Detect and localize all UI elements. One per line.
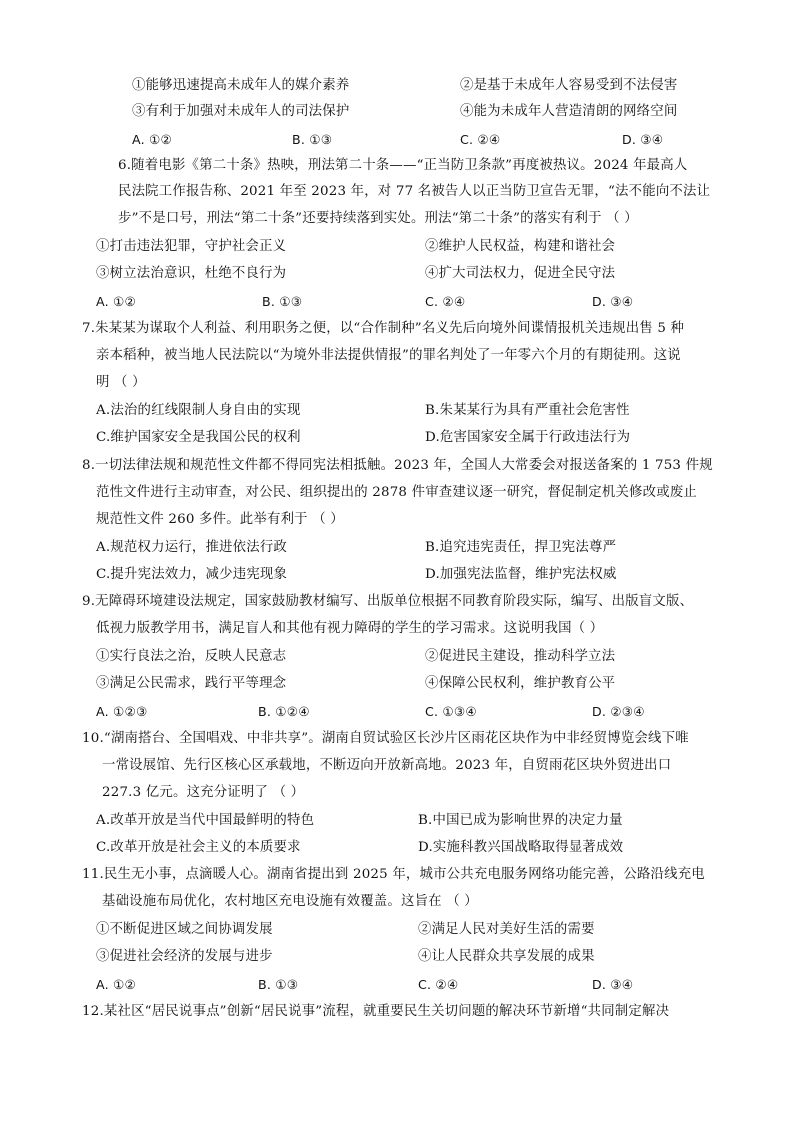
q8-stem-line-1: 8.一切法律法规和规范性文件都不得同宪法相抵触。2023 年，全国人大常委会对报送备案的 1 753 件规 (82, 458, 713, 473)
q9-option-a[interactable]: A. ①②③ (96, 704, 148, 719)
q11-statement-3: ③促进社会经济的发展与进步 (96, 949, 273, 964)
q6-option-a[interactable]: A. ①② (96, 294, 136, 309)
q10-option-d[interactable]: D.实施科教兴国战略取得显著成效 (418, 840, 624, 855)
q9-statement-3: ③满足公民需求，践行平等理念 (96, 676, 287, 691)
q11-option-c[interactable]: C. ②④ (418, 977, 459, 992)
q6-statement-3: ③树立法治意识，杜绝不良行为 (96, 266, 287, 281)
q11-statement-4: ④让人民群众共享发展的成果 (418, 949, 595, 964)
q7-option-d[interactable]: D.危害国家安全属于行政违法行为 (425, 430, 631, 445)
q5-option-a[interactable]: A. ①② (132, 132, 172, 147)
q7-stem-line-1: 7.朱某某为谋取个人利益、利用职务之便，以“合作制种”名义先后向境外间谍情报机关违规出售 5 种 (82, 321, 685, 336)
q7-option-a[interactable]: A.法治的红线限制人身自由的实现 (96, 403, 301, 418)
q10-stem-line-2: 一常设展馆、先行区核心区承载地，不断迈向开放新高地。2023 年，自贸雨花区块外贸进出口 (102, 758, 672, 773)
q9-option-b[interactable]: B. ①②④ (258, 704, 310, 719)
q11-stem-line-1: 11.民生无小事，点滴暖人心。湖南省提出到 2025 年，城市公共充电服务网络功能完善，公路沿线充电 (82, 867, 705, 882)
q5-statement-3: ③有利于加强对未成年人的司法保护 (132, 104, 350, 119)
q5-option-d[interactable]: D. ③④ (622, 132, 664, 147)
q6-stem-line-1: 6.随着电影《第二十条》热映，刑法第二十条——“正当防卫条款”再度被热议。2024 年最高人 (118, 158, 688, 173)
q6-statement-1: ①打击违法犯罪，守护社会正义 (96, 239, 287, 254)
q10-stem-line-3: 227.3 亿元。这充分证明了 （ ） (102, 785, 305, 800)
q6-option-d[interactable]: D. ③④ (592, 294, 634, 309)
q6-stem-line-3: 步”不是口号，刑法“第二十条”还要持续落到实处。刑法“第二十条”的落实有利于 （ ） (118, 211, 638, 226)
q8-option-b[interactable]: B.追究违宪责任，捍卫宪法尊严 (425, 540, 617, 555)
q10-option-c[interactable]: C.改革开放是社会主义的本质要求 (96, 840, 301, 855)
q12-stem-line-1: 12.某社区“居民说事点”创新“居民说事”流程，就重要民生关切问题的解决环节新增“共同制定解决 (82, 1004, 670, 1019)
q5-option-c[interactable]: C. ②④ (460, 132, 501, 147)
q7-stem-line-3: 明 （ ） (96, 375, 146, 390)
q10-option-a[interactable]: A.改革开放是当代中国最鲜明的特色 (96, 813, 315, 828)
q6-option-b[interactable]: B. ①③ (262, 294, 303, 309)
q6-statement-2: ②维护人民权益，构建和谐社会 (425, 239, 616, 254)
q9-statement-4: ④保障公民权利，维护教育公平 (425, 676, 616, 691)
q9-statement-2: ②促进民主建设，推动科学立法 (425, 649, 616, 664)
q11-stem-line-2: 基础设施布局优化，农村地区充电设施有效覆盖。这旨在 （ ） (102, 894, 478, 909)
q5-statement-4: ④能为未成年人营造清朗的网络空间 (460, 104, 678, 119)
q5-statement-2: ②是基于未成年人容易受到不法侵害 (460, 78, 678, 93)
q8-option-d[interactable]: D.加强宪法监督，维护宪法权威 (425, 567, 617, 582)
q8-stem-line-3: 规范性文件 260 多件。此举有利于 （ ） (96, 512, 344, 527)
q7-option-c[interactable]: C.维护国家安全是我国公民的权利 (96, 430, 301, 445)
q6-option-c[interactable]: C. ②④ (425, 294, 466, 309)
q11-statement-1: ①不断促进区域之间协调发展 (96, 922, 273, 937)
q5-option-b[interactable]: B. ①③ (292, 132, 333, 147)
q7-option-b[interactable]: B.朱某某行为具有严重社会危害性 (425, 403, 630, 418)
q6-statement-4: ④扩大司法权力，促进全民守法 (425, 266, 616, 281)
q7-stem-line-2: 亲本稻种，被当地人民法院以“为境外非法提供情报”的罪名判处了一年零六个月的有期徒刑。这说 (96, 348, 681, 363)
q11-statement-2: ②满足人民对美好生活的需要 (418, 922, 595, 937)
q10-stem-line-1: 10.“湖南搭台、全国唱戏、中非共享”。湖南自贸试验区长沙片区雨花区块作为中非经贸博览会线下唯 (82, 731, 689, 746)
q10-option-b[interactable]: B.中国已成为影响世界的决定力量 (418, 813, 623, 828)
q6-stem-line-2: 民法院工作报告称、2021 年至 2023 年，对 77 名被告人以正当防卫宣告无罪，“法不能向不法让 (118, 184, 711, 199)
q11-option-d[interactable]: D. ③④ (592, 977, 634, 992)
q11-option-b[interactable]: B. ①③ (258, 977, 299, 992)
q9-stem-line-2: 低视力版教学用书，满足盲人和其他有视力障碍的学生的学习需求。这说明我国（ ） (96, 621, 604, 636)
q5-statement-1: ①能够迅速提高未成年人的媒介素养 (132, 78, 350, 93)
q8-option-c[interactable]: C.提升宪法效力，减少违宪现象 (96, 567, 288, 582)
q9-option-d[interactable]: D. ②③④ (592, 704, 645, 719)
q8-stem-line-2: 范性文件进行主动审查，对公民、组织提出的 2878 件审查建议逐一研究，督促制定机关修改或废止 (96, 485, 698, 500)
q9-statement-1: ①实行良法之治，反映人民意志 (96, 649, 287, 664)
q9-option-c[interactable]: C. ①③④ (425, 704, 477, 719)
q8-option-a[interactable]: A.规范权力运行，推进依法行政 (96, 540, 288, 555)
q11-option-a[interactable]: A. ①② (96, 977, 136, 992)
q9-stem-line-1: 9.无障碍环境建设法规定，国家鼓励教材编写、出版单位根据不同教育阶段实际，编写、出版盲文版、 (82, 594, 694, 609)
